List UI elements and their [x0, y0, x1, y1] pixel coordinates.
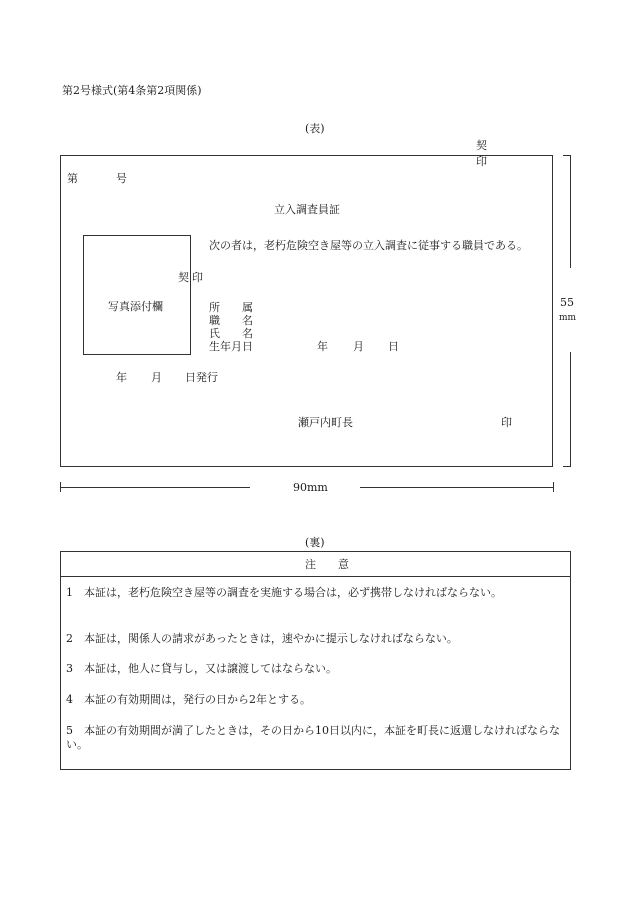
birth-day: 日: [388, 340, 399, 353]
front-heading: (表): [305, 122, 325, 135]
birth-month: 月: [353, 340, 364, 353]
back-heading: (裏): [305, 536, 325, 549]
photo-label: 写真添付欄: [108, 300, 163, 313]
note-item-5: 5 本証の有効期間が満了したときは，その日から10日以内に，本証を町長に返還しなければならない。: [66, 724, 560, 751]
width-dim-label: 90mm: [293, 481, 328, 494]
birth-year: 年: [317, 340, 328, 353]
height-dim-upper-line: [570, 155, 571, 268]
note-item-2: 2 本証は，関係人の請求があったときは，速やかに提示しなければならない。: [66, 632, 458, 645]
height-dim-bottom-tick: [563, 466, 571, 467]
field-birthdate: 生年月日: [209, 340, 253, 353]
form-title: 第2号様式(第4条第2項関係): [62, 84, 202, 97]
photo-box: [83, 235, 191, 355]
height-dim-unit: mm: [559, 313, 577, 323]
statement: 次の者は，老朽危険空き屋等の立入調査に従事する職員である。: [209, 239, 528, 252]
id-card-front: [60, 155, 553, 467]
notes-header-divider: [61, 576, 570, 577]
field-name: 氏 名: [209, 327, 253, 340]
width-dim-right-tick: [553, 482, 554, 492]
seal-top-1: 契: [476, 139, 487, 152]
field-affiliation: 所 属: [209, 301, 253, 314]
width-dim-right-line: [360, 487, 553, 488]
field-position: 職 名: [209, 314, 253, 327]
height-dim-value: 55: [560, 296, 574, 309]
issue-day: 日発行: [185, 371, 218, 384]
seal-top-2: 印: [476, 155, 487, 168]
width-dim-left-line: [60, 487, 250, 488]
issue-year: 年: [116, 371, 127, 384]
seal-middle-2: 印: [192, 271, 203, 284]
number-suffix: 号: [116, 172, 127, 185]
height-dim-lower-line: [570, 352, 571, 466]
issuer: 瀬戸内町長: [298, 416, 353, 429]
note-item-3: 3 本証は，他人に貸与し，又は譲渡してはならない。: [66, 662, 337, 675]
seal-middle-1: 契: [178, 271, 189, 284]
number-prefix: 第: [67, 172, 78, 185]
notes-title: 注 意: [305, 558, 349, 571]
issue-month: 月: [151, 371, 162, 384]
issuer-seal: 印: [501, 416, 512, 429]
note-item-4: 4 本証の有効期間は，発行の日から2年とする。: [66, 693, 311, 706]
card-title: 立入調査員証: [274, 203, 340, 216]
note-item-1: 1 本証は，老朽危険空き屋等の調査を実施する場合は，必ず携帯しなければならない。: [66, 586, 502, 599]
